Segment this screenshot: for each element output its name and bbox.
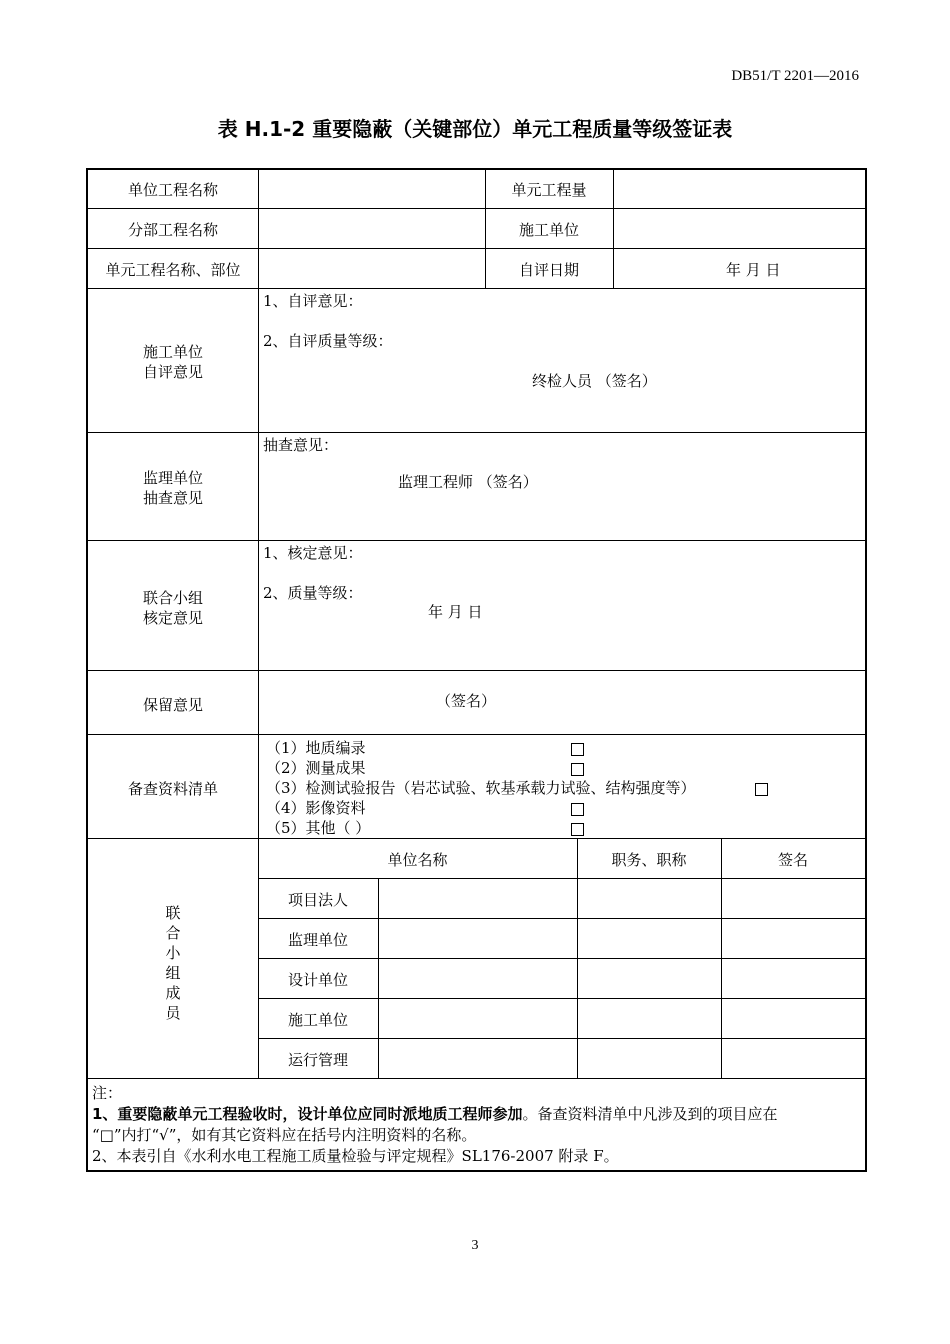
row-divider <box>88 1078 865 1079</box>
row-divider <box>88 670 865 671</box>
checkbox[interactable] <box>571 823 584 836</box>
label-joint-review-1: 联合小组 <box>142 589 203 607</box>
label-self-eval-2: 自评意见 <box>142 363 203 381</box>
col-divider <box>721 838 722 1078</box>
col-divider <box>577 838 578 1078</box>
member-unit: 项目法人 <box>287 891 348 909</box>
row-divider <box>88 734 865 735</box>
checkbox[interactable] <box>571 803 584 816</box>
label-sub-project-name: 分部工程名称 <box>127 221 218 239</box>
row-divider <box>88 838 865 839</box>
label-self-eval-date: 自评日期 <box>518 261 579 279</box>
document-item: （4）影像资料 <box>266 799 366 817</box>
members-label-char: 员 <box>165 1004 181 1022</box>
row-divider <box>258 958 865 959</box>
checkbox[interactable] <box>571 763 584 776</box>
col-divider <box>613 170 614 288</box>
label-unit-project-name: 单位工程名称 <box>127 181 218 199</box>
self-eval-opinion: 1、自评意见： <box>263 292 363 310</box>
col-header-position: 职务、职称 <box>611 851 687 869</box>
members-label-char: 小 <box>165 944 181 962</box>
row-divider <box>258 878 865 879</box>
document-item: （3）检测试验报告（岩芯试验、软基承载力试验、结构强度等） <box>266 779 696 797</box>
members-label-char: 组 <box>165 964 181 982</box>
checkbox[interactable] <box>755 783 768 796</box>
member-unit: 监理单位 <box>287 931 348 949</box>
final-inspector-signature: 终检人员 （签名） <box>532 372 657 390</box>
row-divider <box>258 1038 865 1039</box>
label-joint-review-2: 核定意见 <box>142 609 203 627</box>
label-self-eval-1: 施工单位 <box>142 343 203 361</box>
self-eval-quality-grade: 2、自评质量等级： <box>263 332 393 350</box>
notes-heading: 注： <box>92 1084 123 1102</box>
row-divider <box>258 918 865 919</box>
note-2: 2、本表引自《水利水电工程施工质量检验与评定规程》SL176-2007 附录 F。 <box>92 1147 619 1165</box>
member-unit: 施工单位 <box>287 1011 348 1029</box>
document-item: （1）地质编录 <box>266 739 366 757</box>
joint-review-quality-grade: 2、质量等级： <box>263 584 363 602</box>
member-unit: 运行管理 <box>287 1051 348 1069</box>
label-supervision-1: 监理单位 <box>142 469 203 487</box>
row-divider <box>88 288 865 289</box>
note-1-emphasis: 1、重要隐蔽单元工程验收时，设计单位应同时派地质工程师参加 <box>92 1105 523 1123</box>
label-construction-unit: 施工单位 <box>518 221 579 239</box>
row-divider <box>88 208 865 209</box>
joint-review-date: 年 月 日 <box>428 603 483 621</box>
form-title: 表 H.1-2 重要隐蔽（关键部位）单元工程质量等级签证表 <box>217 117 733 141</box>
certification-form <box>86 168 867 1172</box>
supervising-engineer-signature: 监理工程师 （签名） <box>398 473 538 491</box>
row-divider <box>88 432 865 433</box>
checkbox[interactable] <box>571 743 584 756</box>
member-unit: 设计单位 <box>287 971 348 989</box>
members-label-char: 成 <box>165 984 181 1002</box>
joint-review-opinion: 1、核定意见： <box>263 544 363 562</box>
note-1-rest: 。备查资料清单中凡涉及到的项目应在 <box>522 1105 778 1123</box>
self-eval-date-value: 年 月 日 <box>726 261 781 279</box>
label-documents: 备查资料清单 <box>127 780 218 798</box>
label-unit-work-name-location: 单元工程名称、部位 <box>105 261 241 279</box>
label-reservation: 保留意见 <box>142 696 203 714</box>
members-label-char: 合 <box>165 924 181 942</box>
label-supervision-2: 抽查意见 <box>142 489 203 507</box>
page-number: 3 <box>471 1238 479 1253</box>
note-1-line-2: “□”内打“√”，如有其它资料应在括号内注明资料的名称。 <box>92 1126 477 1144</box>
row-divider <box>88 540 865 541</box>
row-divider <box>88 248 865 249</box>
document-item: （2）测量成果 <box>266 759 366 777</box>
label-unit-work-quantity: 单元工程量 <box>511 181 587 199</box>
col-header-unit-name: 单位名称 <box>387 851 448 869</box>
reservation-signature: （签名） <box>436 692 497 710</box>
note-1 <box>92 1104 777 1124</box>
col-divider <box>378 878 379 1078</box>
row-divider <box>258 998 865 999</box>
standard-code: DB51/T 2201—2016 <box>731 68 859 84</box>
supervision-opinion: 抽查意见： <box>263 436 339 454</box>
col-header-signature: 签名 <box>777 851 808 869</box>
document-item: （5）其他（ ） <box>266 819 371 837</box>
members-label-char: 联 <box>165 904 181 922</box>
